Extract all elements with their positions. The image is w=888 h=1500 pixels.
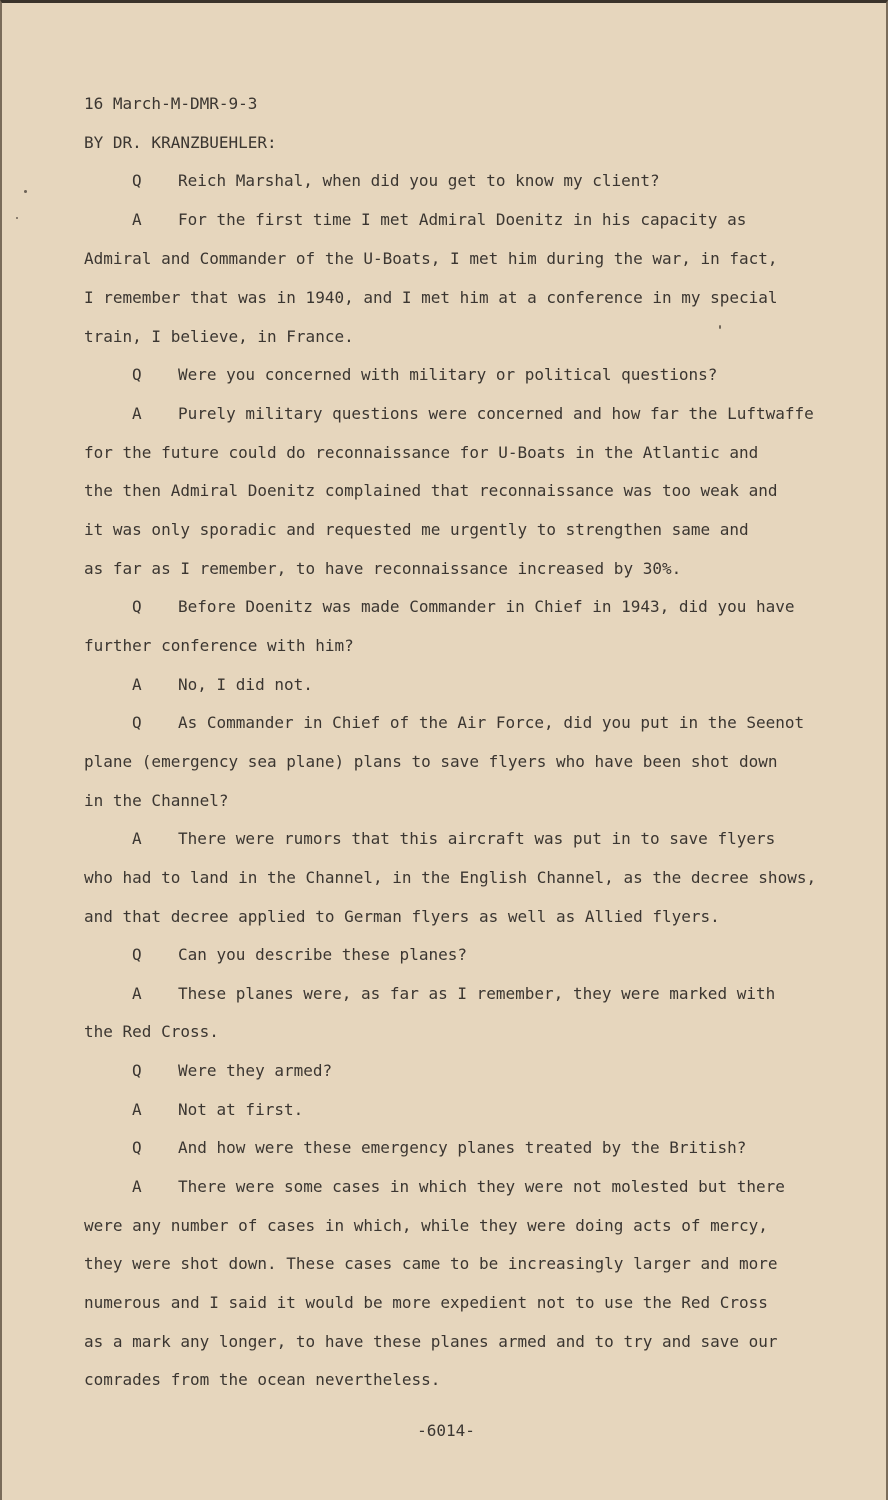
paper-speck <box>24 190 27 193</box>
transcript-line <box>84 1332 778 1352</box>
line-text: Purely military questions were concerned and how far the Luftwaffe <box>178 404 814 423</box>
transcript-line <box>84 1370 440 1390</box>
speaker-mark: Q <box>132 1138 142 1157</box>
transcript-line <box>84 791 229 811</box>
transcript-line <box>84 907 720 927</box>
transcript-line <box>132 365 717 385</box>
speaker-mark: A <box>132 675 142 694</box>
line-text: Can you describe these planes? <box>178 945 467 964</box>
transcript-line <box>84 559 681 579</box>
transcript-line <box>84 288 778 308</box>
line-text: Were you concerned with military or political questions? <box>178 365 718 384</box>
transcript-line <box>132 404 814 424</box>
speaker-mark: Q <box>132 1061 142 1080</box>
line-text: I remember that was in 1940, and I met him at a conference in my special <box>84 288 778 307</box>
transcript-line <box>84 327 354 347</box>
speaker-mark: A <box>132 1177 142 1196</box>
line-text: as a mark any longer, to have these planes armed and to try and save our <box>84 1332 778 1351</box>
transcript-line <box>132 1061 332 1081</box>
speaker-mark: A <box>132 984 142 1003</box>
transcript-line <box>84 1022 219 1042</box>
transcript-line <box>84 481 778 501</box>
transcript-line <box>84 1254 778 1274</box>
speaker-mark: Q <box>132 713 142 732</box>
transcript-line <box>132 210 746 230</box>
transcript-line <box>84 1216 768 1236</box>
line-text: it was only sporadic and requested me urgently to strengthen same and <box>84 520 749 539</box>
line-text: Reich Marshal, when did you get to know my client? <box>178 171 660 190</box>
line-text: Admiral and Commander of the U-Boats, I met him during the war, in fact, <box>84 249 778 268</box>
speaker-mark: Q <box>132 945 142 964</box>
line-text: For the first time I met Admiral Doenitz in his capacity as <box>178 210 747 229</box>
speaker-mark: A <box>132 1100 142 1119</box>
transcript-line <box>132 984 775 1004</box>
speaker-mark: A <box>132 404 142 423</box>
line-text: plane (emergency sea plane) plans to save flyers who have been shot down <box>84 752 778 771</box>
line-text: and that decree applied to German flyers as well as Allied flyers. <box>84 907 720 926</box>
examiner-heading: BY DR. KRANZBUEHLER: <box>84 133 277 152</box>
transcript-line <box>84 868 816 888</box>
transcript-line <box>132 713 804 733</box>
transcript-line <box>84 520 749 540</box>
line-text: No, I did not. <box>178 675 313 694</box>
line-text: they were shot down. These cases came to be increasingly larger and more <box>84 1254 778 1273</box>
transcript-line <box>84 249 778 269</box>
line-text: the Red Cross. <box>84 1022 219 1041</box>
line-text: further conference with him? <box>84 636 354 655</box>
line-text: And how were these emergency planes treated by the British? <box>178 1138 747 1157</box>
transcript-line <box>132 1100 303 1120</box>
line-text: were any number of cases in which, while they were doing acts of mercy, <box>84 1216 768 1235</box>
transcript-line <box>132 945 467 965</box>
paper-speck <box>16 217 18 219</box>
line-text: train, I believe, in France. <box>84 327 354 346</box>
transcript-line <box>84 443 758 463</box>
speaker-mark: Q <box>132 365 142 384</box>
speaker-mark: A <box>132 829 142 848</box>
line-text: Before Doenitz was made Commander in Chief in 1943, did you have <box>178 597 795 616</box>
transcript-line <box>132 1177 785 1197</box>
line-text: for the future could do reconnaissance for U-Boats in the Atlantic and <box>84 443 759 462</box>
speaker-mark: Q <box>132 597 142 616</box>
line-text: the then Admiral Doenitz complained that reconnaissance was too weak and <box>84 481 778 500</box>
line-text: numerous and I said it would be more expedient not to use the Red Cross <box>84 1293 768 1312</box>
transcript-line <box>132 829 775 849</box>
line-text: in the Channel? <box>84 791 229 810</box>
transcript-line <box>132 597 795 617</box>
line-text: comrades from the ocean nevertheless. <box>84 1370 441 1389</box>
line-text: There were rumors that this aircraft was put in to save flyers <box>178 829 776 848</box>
line-text: who had to land in the Channel, in the English Channel, as the decree shows, <box>84 868 817 887</box>
transcript-line <box>84 752 778 772</box>
document-reference: 16 March-M-DMR-9-3 <box>84 94 258 113</box>
line-text: As Commander in Chief of the Air Force, did you put in the Seenot <box>178 713 805 732</box>
transcript-line <box>84 1293 768 1313</box>
speaker-mark: Q <box>132 171 142 190</box>
page-number: -6014- <box>417 1421 475 1440</box>
speaker-mark: A <box>132 210 142 229</box>
line-text: There were some cases in which they were not molested but there <box>178 1177 785 1196</box>
line-text: These planes were, as far as I remember, they were marked with <box>178 984 776 1003</box>
line-text: Were they armed? <box>178 1061 333 1080</box>
transcript-line <box>132 1138 746 1158</box>
transcript-line <box>132 675 313 695</box>
transcript-line <box>84 636 354 656</box>
paper-speck <box>719 325 721 329</box>
line-text: Not at first. <box>178 1100 304 1119</box>
line-text: as far as I remember, to have reconnaissance increased by 30%. <box>84 559 682 578</box>
transcript-line <box>132 171 660 191</box>
